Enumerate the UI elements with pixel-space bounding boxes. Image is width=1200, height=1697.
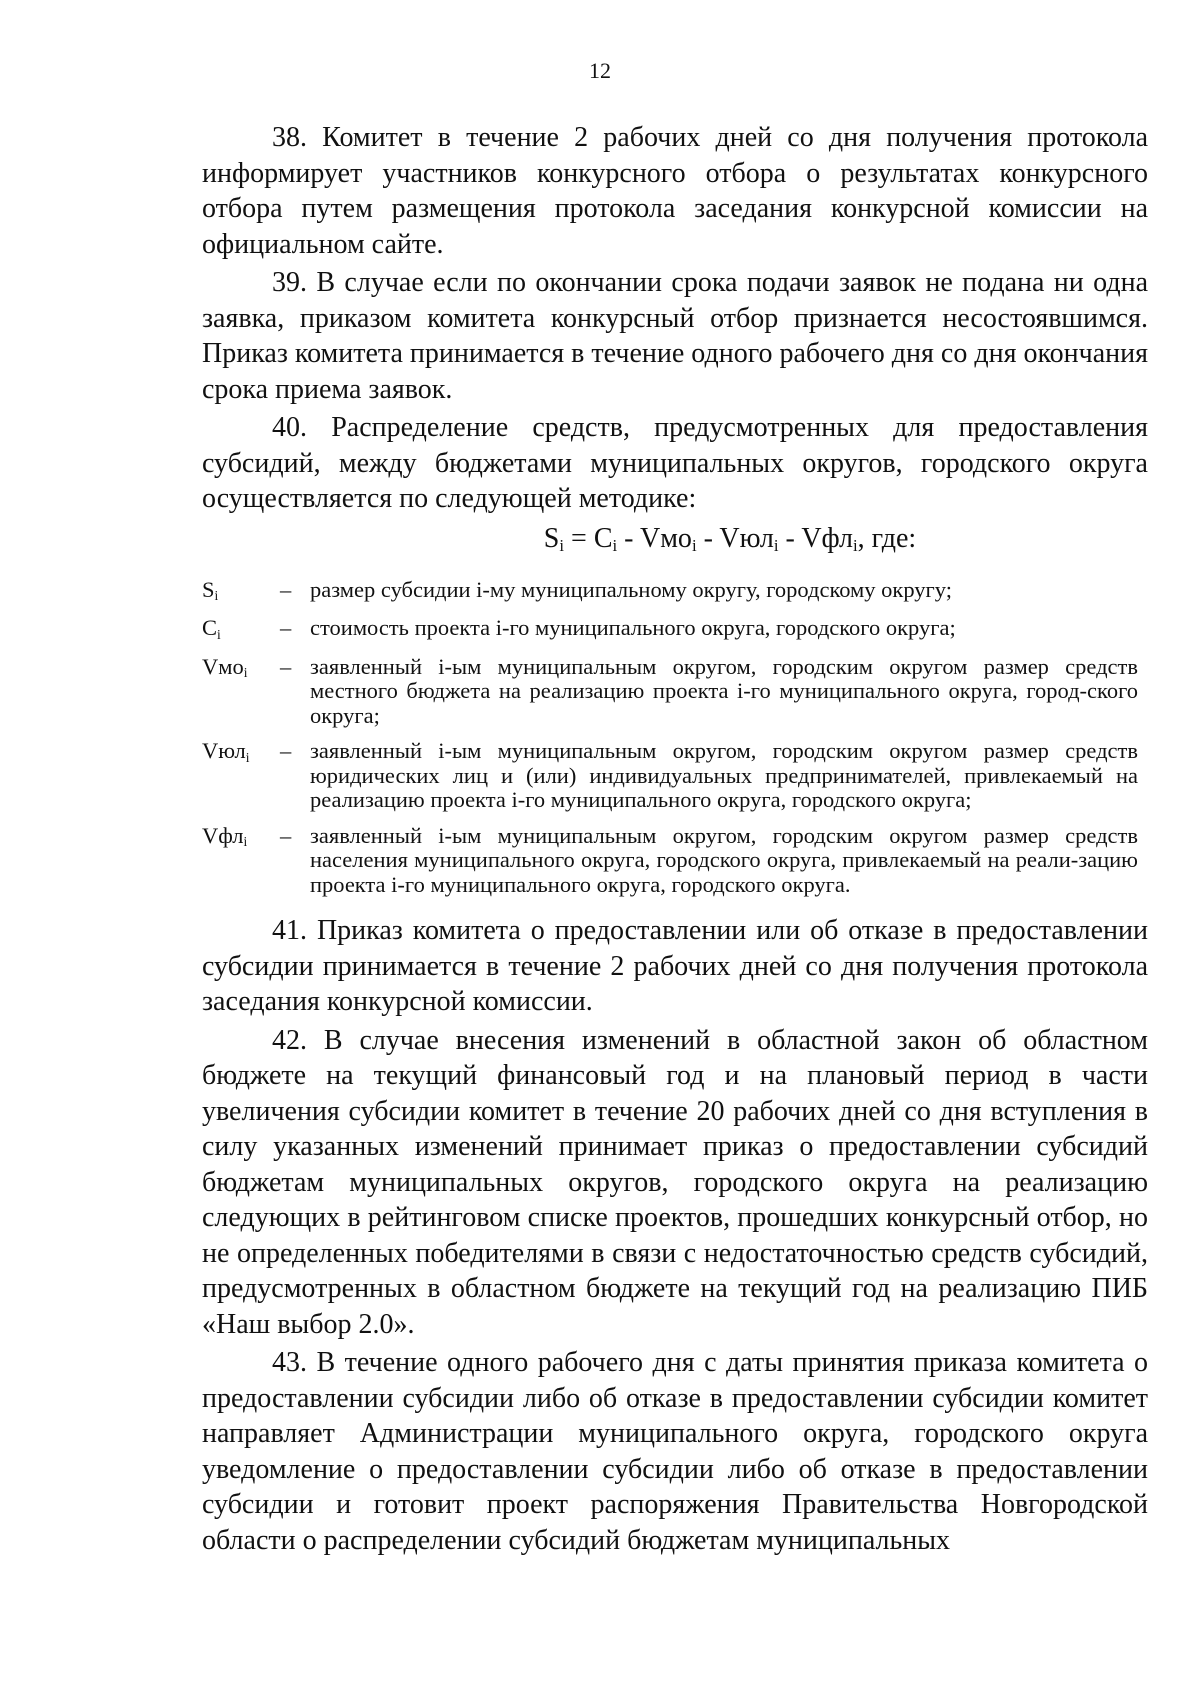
- formula-sub: i: [612, 536, 618, 556]
- formula-sub: i: [852, 536, 858, 556]
- definition-dash: –: [280, 615, 292, 640]
- definition-dash: –: [280, 738, 292, 763]
- definition-symbol: $C_i$: [202, 615, 221, 642]
- paragraph-39: 39. В случае если по окончании срока подачи заявок не подана ни одна заявка, приказом комитета конкурсный отбор признается несостоявшимся. Приказ комитета принимается в течение одного рабочего дня со дня окончания срока приема заявок.: [202, 267, 1148, 405]
- formula-vmo: - Vмо: [617, 522, 692, 554]
- formula-s: S: [543, 522, 560, 554]
- definition-dash: –: [280, 653, 292, 679]
- formula-tail: , где:: [857, 522, 917, 554]
- paragraph-43: 43. В течение одного рабочего дня с даты принятия приказа комитета о предоставлении субсидии либо об отказе в предоставлении субсидии комитет направляет Администрации муниципального округа, городского округа уведомление о предоставлении субсидии либо об отказе в предоставлении субсидии и готовит проект распоряжения Правительства Новгородской области о распределении субсидий бюджетам муниципальных: [202, 1347, 1148, 1556]
- definition-text: заявленный i-ым муниципальным округом, городским округом размер средств юридических лиц и (или) индивидуальных предпринимателей, привлекаемый на реализацию проекта i-го муниципального округа, городского округа;: [310, 738, 1138, 812]
- definition-dash: –: [280, 576, 292, 602]
- definition-row: [202, 655, 1148, 729]
- formula-sub: i: [773, 536, 779, 556]
- definition-text: стоимость проекта i-го муниципального округа, городского округа;: [310, 615, 956, 640]
- definition-row: [202, 578, 1148, 606]
- definition-symbol: Vмо$_i$: [202, 653, 248, 681]
- definition-row: [202, 824, 1148, 898]
- formula-sub: i: [691, 536, 697, 556]
- paragraph-42: 42. В случае внесения изменений в областной закон об областном бюджете на текущий финансовый год и на плановый период в части увеличения субсидии комитет в течение 20 рабочих дней со дня вступления в силу указанных изменений принимает приказ о предоставлении субсидий бюджетам муниципальных округов, городского округа на реализацию следующих в рейтинговом списке проектов, прошедших конкурсный отбор, но не определенных победителями в связи с недостаточностью средств субсидий, предусмотренных в областном бюджете на текущий год на реализацию ПИБ «Наш выбор 2.0».: [202, 1024, 1148, 1340]
- paragraph-40: 40. Распределение средств, предусмотренных для предоставления субсидий, между бюджетами муниципальных округов, городского округа осуществляется по следующей методике:: [202, 412, 1148, 514]
- paragraph-41: 41. Приказ комитета о предоставлении или об отказе в предоставлении субсидии принимается в течение 2 рабочих дней со дня получения протокола заседания конкурсной комиссии.: [202, 915, 1148, 1017]
- definition-dash: –: [280, 822, 292, 848]
- definition-text: заявленный i-ым муниципальным округом, городским округом размер средств населения муниципального округа, городского округа, привлекаемый на реали-зацию проекта i-го муниципального округа, городского округа.: [310, 822, 1138, 897]
- formula-vfl: - Vфл: [778, 522, 853, 554]
- formula-c: = C: [564, 522, 613, 554]
- formula-definitions: [202, 578, 1148, 898]
- definition-symbol: Vюл$_i$: [202, 738, 250, 765]
- definition-symbol: $S_i$: [202, 576, 219, 604]
- formula-sub: i: [559, 536, 565, 556]
- definition-text: размер субсидии i-му муниципальному округу, городскому округу;: [310, 576, 952, 602]
- definition-text: заявленный i-ым муниципальным округом, городским округом размер средств местного бюджета на реализацию проекта i-го муниципального округа, город-ского округа;: [310, 653, 1138, 728]
- definition-symbol: Vфл$_i$: [202, 822, 248, 850]
- paragraph-38: 38. Комитет в течение 2 рабочих дней со дня получения протокола информирует участников конкурсного отбора о результатах конкурсного отбора путем размещения протокола заседания конкурсной комиссии на официальном сайте.: [202, 122, 1148, 260]
- page-number: 12: [589, 58, 611, 83]
- document-body: [202, 120, 1148, 1561]
- definition-row: [202, 739, 1148, 813]
- distribution-formula: [202, 521, 1148, 560]
- definition-row: [202, 616, 1148, 644]
- formula-vyul: - Vюл: [696, 522, 774, 554]
